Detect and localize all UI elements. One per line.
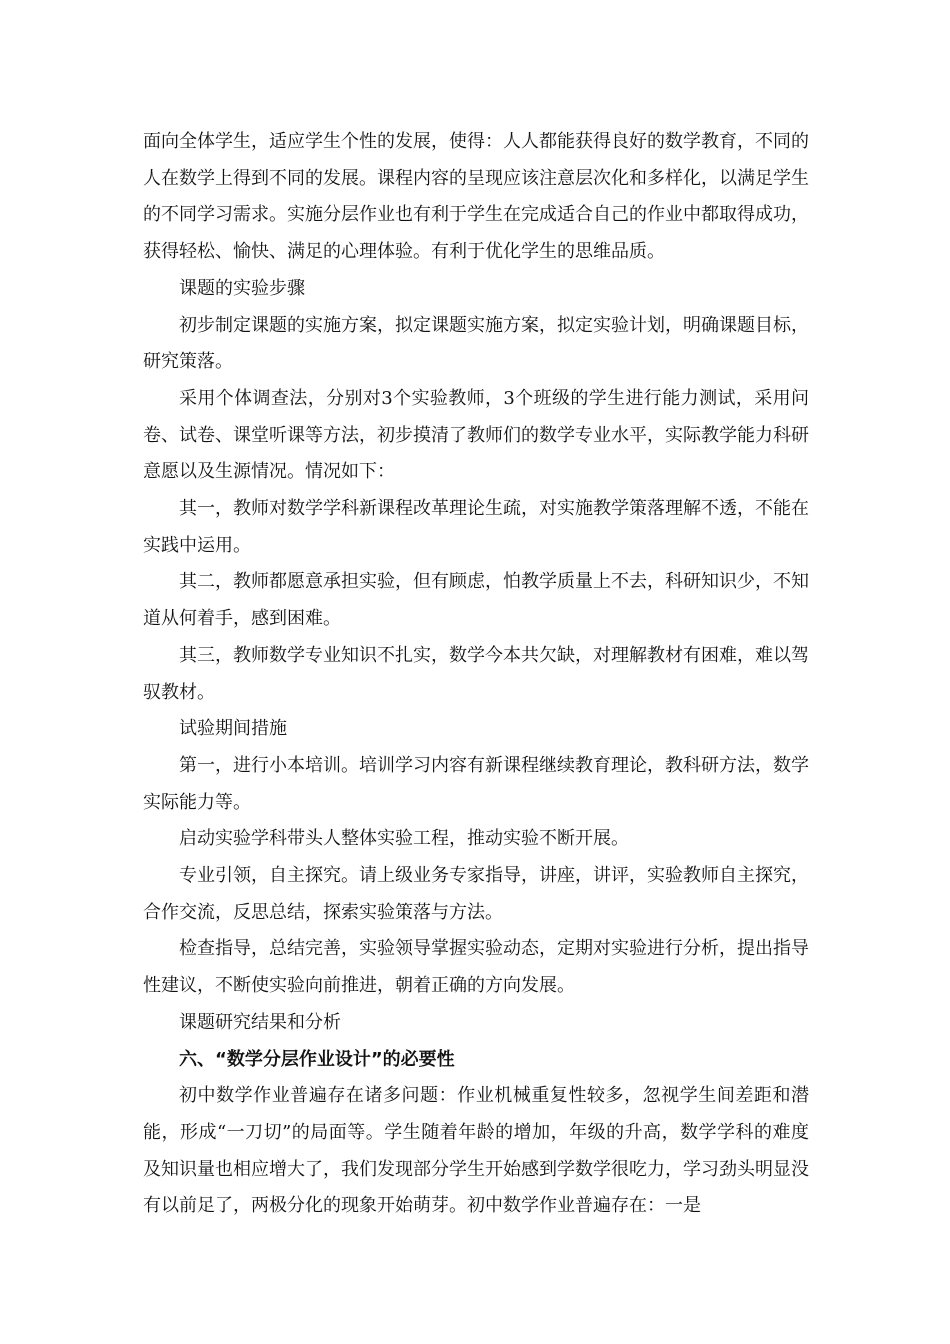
- section-heading-experiment-steps: 课题的实验步骤: [179, 277, 305, 299]
- document-body: [143, 124, 809, 1225]
- paragraph-measure-training: 第一，进行小本培训。培训学习内容有新课程继续教育理论，教科研方法，数学实际能力等。: [143, 754, 809, 813]
- section-heading-necessity: 六、“数学分层作业设计”的必要性: [179, 1048, 455, 1070]
- paragraph-finding-three: 其三，教师数学专业知识不扎实，数学今本共欠缺，对理解教材有困难，难以驾驭教材。: [143, 644, 809, 703]
- paragraph-homework-problems: 初中数学作业普遍存在诸多问题：作业机械重复性较多，忽视学生间差距和潜能，形成“一刀切”的局面等。学生随着年龄的增加，年级的升高，数学学科的难度及知识量也相应增大了，我们发现部分学生开始感到学数学很吃力，学习劲头明显没有以前足了，两极分化的现象开始萌芽。初中数学作业普遍存在：一是: [143, 1085, 809, 1217]
- paragraph-survey: 采用个体调查法，分别对3个实验教师，3个班级的学生进行能力测试，采用问卷、试卷、课堂听课等方法，初步摸清了教师们的数学专业水平，实际教学能力科研意愿以及生源情况。情况如下：: [143, 387, 809, 483]
- paragraph-measure-inspection: 检查指导，总结完善，实验领导掌握实验动态，定期对实验进行分析，提出指导性建议，不断使实验向前推进，朝着正确的方向发展。: [143, 938, 809, 997]
- paragraph-finding-two: 其二，教师都愿意承担实验，但有顾虑，怕教学质量上不去，科研知识少，不知道从何着手，感到困难。: [143, 571, 809, 630]
- paragraph-intro-continued: 面向全体学生，适应学生个性的发展，使得：人人都能获得良好的数学教育，不同的人在数学上得到不同的发展。课程内容的呈现应该注意层次化和多样化，以满足学生的不同学习需求。实施分层作业也有利于学生在完成适合自己的作业中都取得成功，获得轻松、愉快、满足的心理体验。有利于优化学生的思维品质。: [143, 131, 809, 263]
- section-heading-results: 课题研究结果和分析: [179, 1011, 341, 1033]
- paragraph-measure-guidance: 专业引领，自主探究。请上级业务专家指导，讲座，讲评，实验教师自主探究，合作交流，反思总结，探索实验策落与方法。: [143, 865, 809, 923]
- paragraph-finding-one: 其一，教师对数学学科新课程改革理论生疏，对实施教学策落理解不透，不能在实践中运用。: [143, 498, 809, 556]
- paragraph-plan: 初步制定课题的实施方案，拟定课题实施方案，拟定实验计划，明确课题目标，研究策落。: [143, 314, 809, 373]
- paragraph-measure-leader: 启动实验学科带头人整体实验工程，推动实验不断开展。: [179, 828, 629, 850]
- section-heading-measures: 试验期间措施: [179, 718, 287, 740]
